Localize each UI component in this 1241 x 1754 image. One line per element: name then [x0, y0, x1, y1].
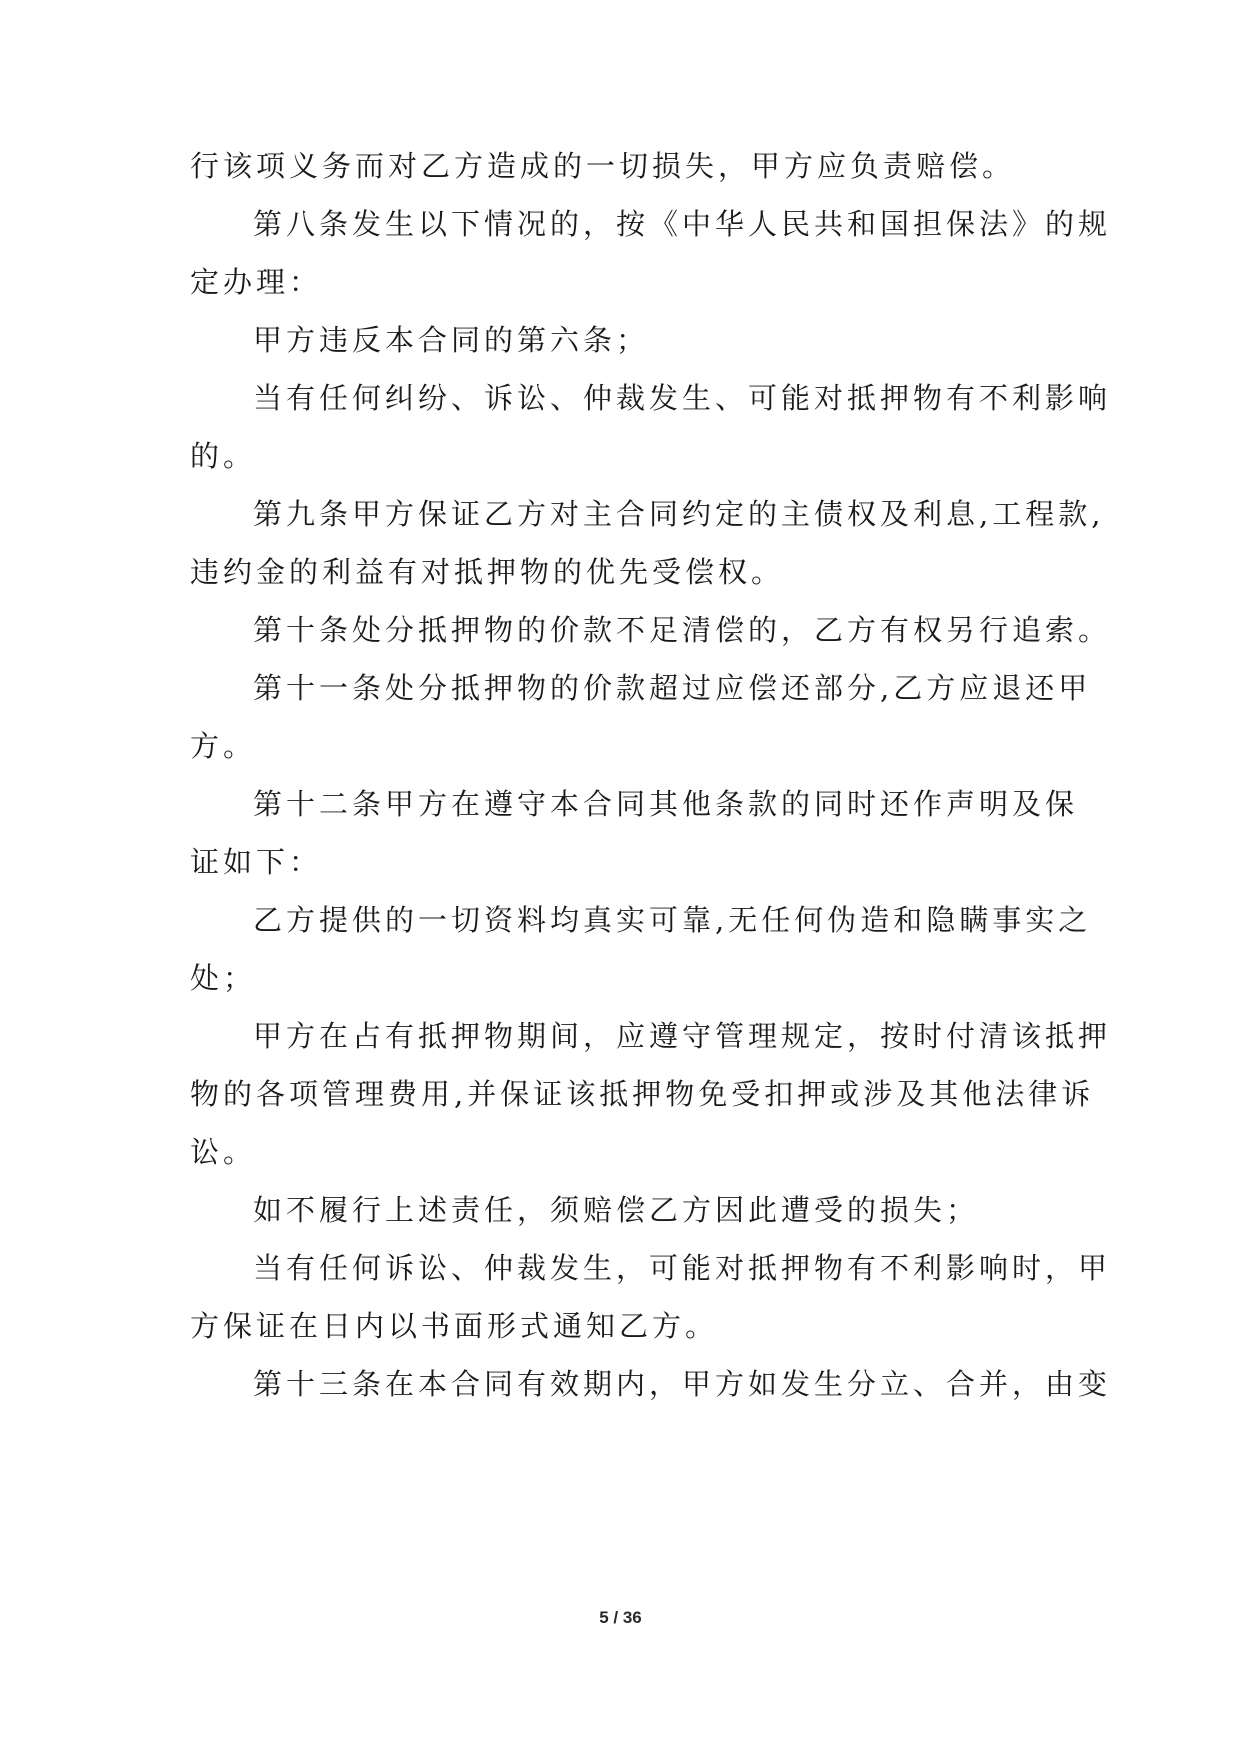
- text-line: 第十一条处分抵押物的价款超过应偿还部分,乙方应退还甲: [253, 671, 1092, 705]
- text-line: 定办理：: [190, 265, 323, 299]
- text-line: 第十条处分抵押物的价款不足清偿的，乙方有权另行追索。: [253, 613, 1112, 647]
- text-line: 乙方提供的一切资料均真实可靠,无任何伪造和隐瞒事实之: [253, 903, 1092, 937]
- text-line: 方。: [190, 729, 257, 763]
- text-line: 的。: [190, 439, 257, 473]
- text-line: 当有任何纠纷、诉讼、仲裁发生、可能对抵押物有不利影响: [253, 381, 1112, 415]
- text-line: 第十二条甲方在遵守本合同其他条款的同时还作声明及保: [253, 787, 1079, 821]
- text-line: 物的各项管理费用,并保证该抵押物免受扣押或涉及其他法律诉: [190, 1077, 1095, 1111]
- text-line: 第十三条在本合同有效期内，甲方如发生分立、合并，由变: [253, 1367, 1112, 1401]
- text-line: 甲方在占有抵押物期间，应遵守管理规定，按时付清该抵押: [253, 1019, 1112, 1053]
- text-line: 方保证在日内以书面形式通知乙方。: [190, 1309, 719, 1343]
- text-line: 讼。: [190, 1135, 257, 1169]
- text-line: 当有任何诉讼、仲裁发生，可能对抵押物有不利影响时，甲: [253, 1251, 1112, 1285]
- text-line: 第九条甲方保证乙方对主合同约定的主债权及利息,工程款,: [253, 497, 1105, 531]
- text-line: 行该项义务而对乙方造成的一切损失，甲方应负责赔偿。: [190, 149, 1016, 183]
- text-line: 违约金的利益有对抵押物的优先受偿权。: [190, 555, 785, 589]
- text-line: 证如下：: [190, 845, 323, 879]
- page-number: 5 / 36: [599, 1608, 642, 1627]
- text-line: 如不履行上述责任，须赔偿乙方因此遭受的损失；: [253, 1193, 980, 1227]
- text-line: 甲方违反本合同的第六条；: [253, 323, 650, 357]
- text-line: 处；: [190, 961, 257, 995]
- text-line: 第八条发生以下情况的，按《中华人民共和国担保法》的规: [253, 207, 1112, 241]
